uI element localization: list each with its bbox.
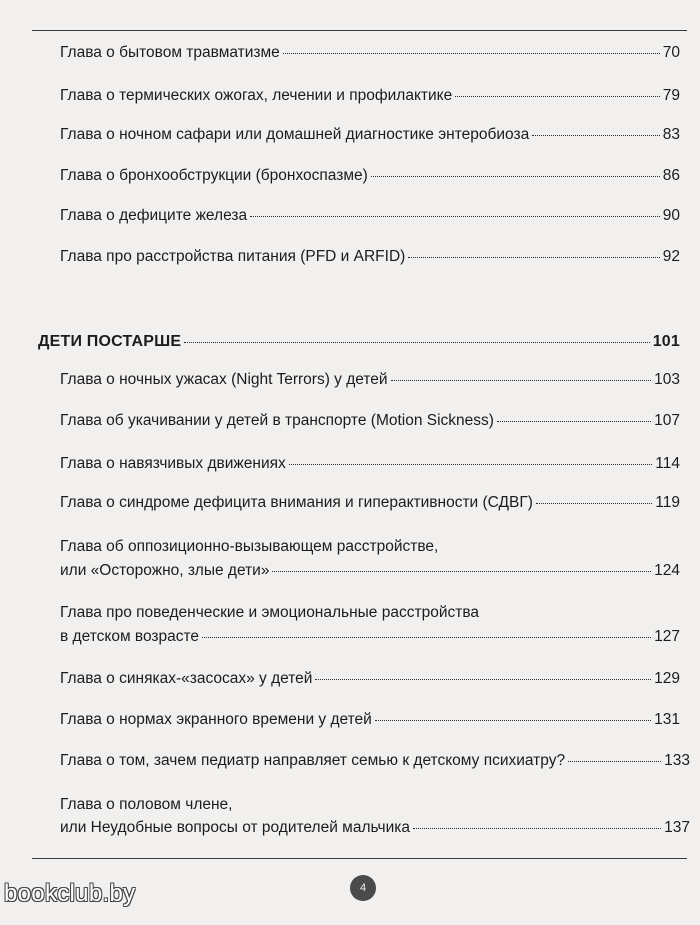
section-page: 101 xyxy=(652,333,680,350)
toc-entry-page: 92 xyxy=(662,248,680,265)
toc-entry-title: Глава о синдроме дефицита внимания и гиперактивности (СДВГ) xyxy=(60,494,533,511)
toc-entry xyxy=(60,207,680,225)
toc-entry-page: 137 xyxy=(664,819,690,836)
leader-dots xyxy=(568,761,661,762)
toc-entry-title: Глава о синяках-«засосах» у детей xyxy=(60,670,313,687)
leader-dots xyxy=(289,464,653,465)
toc-entry xyxy=(60,562,680,580)
toc-entry-title: Глава о ночном сафари или домашней диагностике энтеробиоза xyxy=(60,126,530,143)
toc-entry-title: Глава о том, зачем педиатр направляет семью к детскому психиатру? xyxy=(60,752,566,769)
toc-entry-title: Глава о бронхообструкции (бронхоспазме) xyxy=(60,167,368,184)
leader-dots xyxy=(202,637,651,638)
toc-entry-page: 103 xyxy=(654,371,680,388)
toc-entry-title: в детском возрасте xyxy=(60,628,200,645)
toc-entry-page: 70 xyxy=(662,44,680,61)
toc-entry-page: 83 xyxy=(662,126,680,143)
toc-entry xyxy=(60,494,680,512)
toc-entry-title: Глава о дефиците железа xyxy=(60,207,248,224)
toc-entry-page: 79 xyxy=(662,87,680,104)
toc-section-heading xyxy=(38,333,680,351)
toc-entry xyxy=(60,44,680,62)
toc-entry-first-line: Глава про поведенческие и эмоциональные расстройства xyxy=(60,604,480,621)
section-title: ДЕТИ ПОСТАРШЕ xyxy=(38,333,182,350)
toc-entry-title: Глава о ночных ужасах (Night Terrors) у детей xyxy=(60,371,388,388)
leader-dots xyxy=(408,257,659,258)
leader-dots xyxy=(497,421,651,422)
leader-dots xyxy=(532,135,660,136)
toc-entry-page: 114 xyxy=(655,455,680,472)
toc-entry-page: 131 xyxy=(654,711,680,728)
toc-entry-title: Глава о термических ожогах, лечении и профилактике xyxy=(60,87,453,104)
bottom-rule xyxy=(32,858,687,859)
toc-entry xyxy=(60,670,680,688)
leader-dots xyxy=(250,216,660,217)
toc-entry-page: 127 xyxy=(654,628,680,645)
toc-entry-first-line: Глава о половом члене, xyxy=(60,796,233,813)
toc-entry-page: 129 xyxy=(654,670,680,687)
toc-entry xyxy=(60,87,680,105)
toc-entry-title: или «Осторожно, злые дети» xyxy=(60,562,270,579)
toc-entry-title: или Неудобные вопросы от родителей мальчика xyxy=(60,819,411,836)
leader-dots xyxy=(375,720,651,721)
toc-entry-page: 107 xyxy=(654,412,680,429)
leader-dots xyxy=(272,571,651,572)
toc-entry-page: 124 xyxy=(654,562,680,579)
toc-entry-page: 119 xyxy=(655,494,680,511)
toc-entry-title: Глава о нормах экранного времени у детей xyxy=(60,711,372,728)
leader-dots xyxy=(455,96,660,97)
toc-entry xyxy=(60,628,680,646)
page-number-badge: 4 xyxy=(350,875,376,901)
toc-entry xyxy=(60,412,680,430)
toc-entry xyxy=(60,711,680,729)
toc-entry xyxy=(60,167,680,185)
leader-dots xyxy=(283,53,660,54)
toc-entry-title: Глава о навязчивых движениях xyxy=(60,455,286,472)
leader-dots xyxy=(315,679,651,680)
leader-dots xyxy=(371,176,660,177)
toc-entry-first-line: Глава об оппозиционно-вызывающем расстройстве, xyxy=(60,538,439,555)
leader-dots xyxy=(391,380,652,381)
toc-entry xyxy=(60,371,680,389)
toc-entry-page: 90 xyxy=(662,207,680,224)
toc-entry xyxy=(60,126,680,144)
toc-entry-page: 133 xyxy=(664,752,690,769)
toc-entry xyxy=(60,248,680,266)
toc-entry xyxy=(60,819,690,837)
toc-entry xyxy=(60,752,690,770)
leader-dots xyxy=(413,828,661,829)
toc-entry-title: Глава о бытовом травматизме xyxy=(60,44,280,61)
leader-dots xyxy=(536,503,652,504)
top-rule xyxy=(32,30,687,31)
toc-entry-title: Глава об укачивании у детей в транспорте (Motion Sickness) xyxy=(60,412,494,429)
toc-entry xyxy=(60,455,680,473)
toc-entry-title: Глава про расстройства питания (PFD и ARFID) xyxy=(60,248,406,265)
site-watermark: bookclub.by xyxy=(4,880,136,907)
leader-dots xyxy=(184,342,649,343)
toc-entry-page: 86 xyxy=(662,167,680,184)
